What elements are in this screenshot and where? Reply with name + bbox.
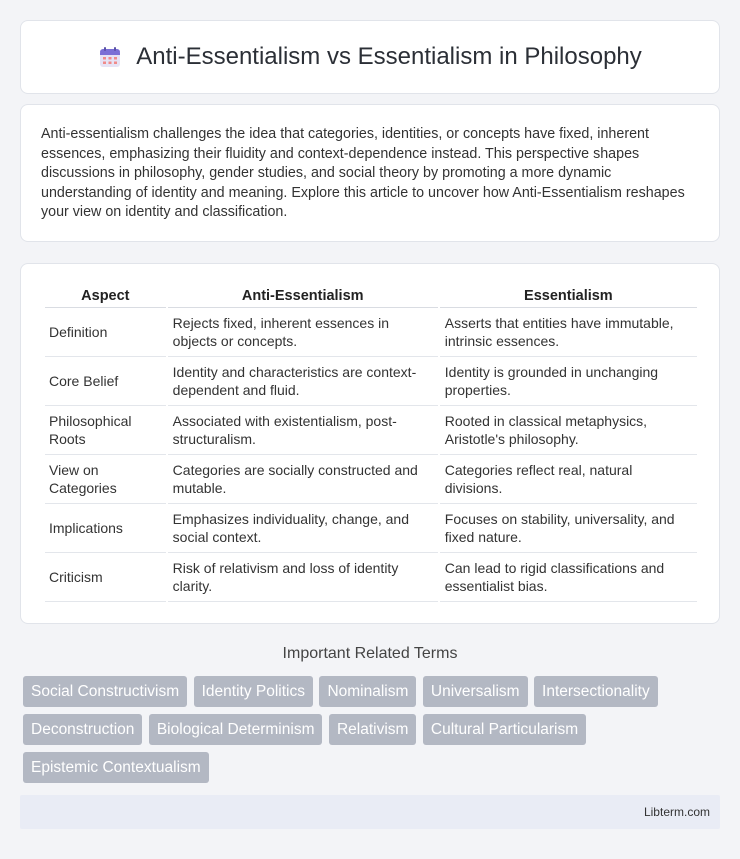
- cell-aspect: Criticism: [45, 553, 166, 602]
- comparison-table: [43, 286, 699, 602]
- cell-ess: Rooted in classical metaphysics, Aristotle's philosophy.: [440, 406, 697, 455]
- cell-ess: Focuses on stability, universality, and fixed nature.: [440, 504, 697, 553]
- cell-ess: Categories reflect real, natural divisions.: [440, 455, 697, 504]
- table-row: [45, 553, 697, 602]
- cell-aspect: Core Belief: [45, 357, 166, 406]
- cell-anti: Emphasizes individuality, change, and social context.: [168, 504, 438, 553]
- table-row: [45, 406, 697, 455]
- calendar-icon: [98, 45, 122, 69]
- header-anti-essentialism: Anti-Essentialism: [168, 286, 438, 308]
- comparison-table-card: [20, 263, 720, 624]
- related-terms-title: Important Related Terms: [282, 645, 458, 662]
- header-aspect: Aspect: [45, 286, 166, 308]
- page-title: Anti-Essentialism vs Essentialism in Philosophy: [136, 43, 642, 70]
- related-term-tag[interactable]: Intersectionality: [534, 676, 658, 707]
- cell-ess: Asserts that entities have immutable, intrinsic essences.: [440, 308, 697, 357]
- related-term-tag[interactable]: Universalism: [423, 676, 528, 707]
- related-term-tag[interactable]: Deconstruction: [23, 714, 142, 745]
- cell-aspect: Implications: [45, 504, 166, 553]
- related-term-tag[interactable]: Identity Politics: [194, 676, 313, 707]
- intro-card: [20, 104, 720, 242]
- table-row: [45, 308, 697, 357]
- related-term-tag[interactable]: Epistemic Contextualism: [23, 752, 209, 783]
- cell-aspect: Definition: [45, 308, 166, 357]
- cell-anti: Associated with existentialism, post-structuralism.: [168, 406, 438, 455]
- footer-site-link[interactable]: Libterm.com: [643, 805, 710, 819]
- related-term-tag[interactable]: Relativism: [329, 714, 416, 745]
- related-term-tag[interactable]: Biological Determinism: [149, 714, 323, 745]
- table-row: [45, 504, 697, 553]
- footer: [20, 795, 720, 829]
- table-row: [45, 357, 697, 406]
- cell-anti: Identity and characteristics are context-dependent and fluid.: [168, 357, 438, 406]
- table-header-row: [45, 286, 697, 308]
- cell-anti: Rejects fixed, inherent essences in objects or concepts.: [168, 308, 438, 357]
- table-row: [45, 455, 697, 504]
- cell-anti: Risk of relativism and loss of identity clarity.: [168, 553, 438, 602]
- cell-aspect: View on Categories: [45, 455, 166, 504]
- cell-ess: Can lead to rigid classifications and essentialist bias.: [440, 553, 697, 602]
- cell-ess: Identity is grounded in unchanging properties.: [440, 357, 697, 406]
- cell-anti: Categories are socially constructed and mutable.: [168, 455, 438, 504]
- related-term-tag[interactable]: Nominalism: [319, 676, 416, 707]
- header-essentialism: Essentialism: [440, 286, 697, 308]
- title-card: [20, 20, 720, 94]
- related-term-tag[interactable]: Cultural Particularism: [423, 714, 586, 745]
- intro-text: Anti-essentialism challenges the idea that categories, identities, or concepts have fixed, inherent essences, emphasizing their fluidity and context-dependence instead. This perspective shapes discussions in philosophy, gender studies, and social theory by promoting a more dynamic understanding of identity and meaning. Explore this article to uncover how Anti-Essentialism reshapes your view on identity and classification.: [41, 126, 685, 221]
- related-terms-list: [23, 676, 723, 790]
- related-term-tag[interactable]: Social Constructivism: [23, 676, 187, 707]
- cell-aspect: Philosophical Roots: [45, 406, 166, 455]
